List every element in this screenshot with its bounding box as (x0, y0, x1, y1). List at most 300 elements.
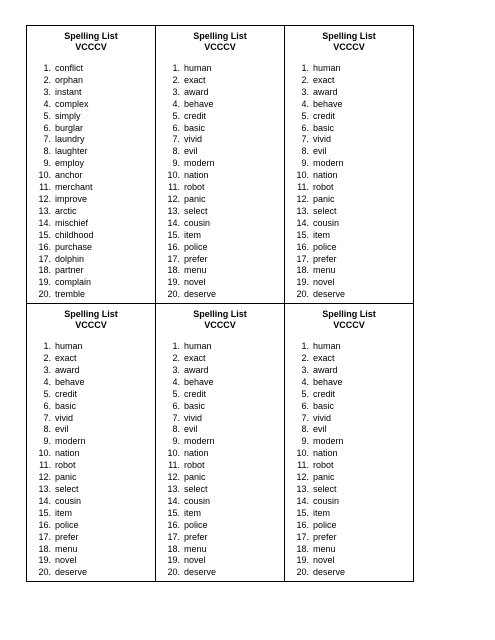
item-number: 13. (296, 484, 309, 494)
list-item (160, 242, 284, 254)
item-word: menu (313, 265, 336, 276)
list-item (289, 99, 413, 111)
item-word: prefer (55, 531, 79, 542)
card-title: Spelling List (64, 31, 118, 41)
item-number: 5. (301, 110, 309, 121)
list-item (160, 389, 284, 401)
item-word: menu (313, 543, 336, 554)
list-item (289, 365, 413, 377)
item-number: 16. (38, 519, 51, 530)
item-word: item (313, 507, 331, 518)
item-number: 19. (38, 555, 51, 566)
item-word: cousin (55, 495, 82, 506)
item-number: 18. (296, 265, 309, 276)
list-item (289, 424, 413, 436)
item-number: 6. (43, 400, 51, 411)
list-item (31, 508, 155, 520)
item-word: instant (55, 86, 82, 97)
item-number: 2. (43, 74, 51, 85)
list-item (289, 341, 413, 353)
item-number: 14. (167, 495, 180, 506)
item-number: 5. (172, 110, 180, 121)
list-item (289, 555, 413, 567)
item-number: 18. (296, 543, 309, 554)
item-word: robot (313, 460, 334, 471)
item-word: behave (184, 98, 214, 109)
item-word: human (313, 63, 341, 73)
item-number: 15. (296, 229, 309, 240)
item-number: 18. (38, 265, 51, 276)
list-item (289, 158, 413, 170)
item-word: novel (313, 555, 335, 566)
item-word: anchor (55, 170, 83, 181)
item-number: 1. (43, 63, 51, 73)
item-word: mischief (55, 217, 89, 228)
item-number: 6. (43, 122, 51, 133)
item-word: panic (55, 472, 77, 483)
item-word: merchant (55, 182, 93, 193)
item-word: vivid (184, 412, 203, 423)
word-list (285, 341, 413, 579)
list-item (289, 265, 413, 277)
item-word: improve (55, 193, 88, 204)
list-item (289, 289, 413, 301)
item-word: select (184, 205, 208, 216)
item-word: novel (184, 555, 206, 566)
list-item (160, 170, 284, 182)
item-word: exact (313, 353, 335, 364)
item-number: 4. (301, 98, 309, 109)
spelling-list-card (27, 26, 156, 304)
list-item (31, 448, 155, 460)
card-row (27, 26, 414, 304)
list-item (31, 555, 155, 567)
item-number: 13. (167, 484, 180, 494)
item-number: 10. (296, 448, 309, 459)
list-item (160, 99, 284, 111)
item-number: 17. (38, 253, 51, 264)
list-item (31, 134, 155, 146)
list-item (289, 532, 413, 544)
card-subtitle: VCCCV (333, 320, 365, 331)
item-number: 5. (301, 388, 309, 399)
word-list (285, 63, 413, 301)
item-word: modern (184, 158, 215, 169)
item-number: 15. (167, 507, 180, 518)
item-word: robot (184, 460, 205, 471)
list-item (289, 460, 413, 472)
item-number: 1. (301, 63, 309, 73)
item-word: nation (55, 448, 80, 459)
item-word: award (184, 86, 209, 97)
item-number: 11. (39, 182, 51, 193)
list-item (289, 567, 413, 579)
list-item (160, 401, 284, 413)
item-number: 20. (296, 567, 309, 578)
list-item (160, 230, 284, 242)
item-word: human (313, 341, 341, 352)
item-word: select (184, 484, 208, 494)
list-item (160, 63, 284, 75)
item-number: 5. (172, 388, 180, 399)
list-item (31, 254, 155, 266)
list-item (289, 401, 413, 413)
card-subtitle: VCCCV (75, 320, 107, 331)
item-word: deserve (313, 567, 346, 578)
item-number: 15. (296, 507, 309, 518)
item-word: nation (184, 448, 209, 459)
list-item (160, 75, 284, 87)
item-number: 4. (43, 376, 51, 387)
item-number: 13. (38, 484, 51, 494)
list-item (31, 158, 155, 170)
item-number: 16. (38, 241, 51, 252)
item-number: 14. (167, 217, 180, 228)
spelling-list-table (26, 25, 414, 582)
item-word: credit (313, 388, 336, 399)
list-item (160, 158, 284, 170)
item-word: robot (313, 182, 334, 193)
item-number: 3. (43, 86, 51, 97)
list-item (31, 496, 155, 508)
item-number: 8. (301, 146, 309, 157)
item-word: item (55, 507, 73, 518)
item-number: 4. (301, 376, 309, 387)
spelling-list-card (156, 26, 285, 304)
item-number: 5. (43, 388, 51, 399)
item-word: dolphin (55, 253, 85, 264)
item-word: tremble (55, 289, 86, 300)
item-number: 8. (301, 424, 309, 435)
item-word: prefer (184, 253, 208, 264)
card-subtitle: VCCCV (333, 42, 365, 52)
item-word: cousin (184, 495, 211, 506)
item-word: cousin (313, 495, 340, 506)
list-item (289, 472, 413, 484)
word-list (156, 63, 284, 301)
item-word: deserve (184, 289, 217, 300)
item-number: 16. (167, 519, 180, 530)
item-word: conflict (55, 63, 84, 73)
list-item (31, 206, 155, 218)
item-number: 20. (296, 289, 309, 300)
list-item (31, 532, 155, 544)
item-word: novel (313, 277, 335, 288)
item-number: 18. (167, 265, 180, 276)
item-word: behave (184, 376, 214, 387)
list-item (31, 182, 155, 194)
item-number: 7. (301, 412, 309, 423)
list-item (289, 111, 413, 123)
list-item (160, 277, 284, 289)
item-number: 9. (43, 436, 51, 447)
list-item (31, 484, 155, 496)
item-word: modern (184, 436, 215, 447)
item-word: exact (184, 353, 206, 364)
item-word: vivid (184, 134, 203, 145)
item-word: prefer (313, 253, 337, 264)
item-number: 6. (301, 122, 309, 133)
list-item (31, 401, 155, 413)
list-item (31, 341, 155, 353)
item-word: evil (184, 146, 198, 157)
item-word: credit (184, 110, 207, 121)
spelling-list-card (285, 304, 414, 582)
card-row (27, 304, 414, 582)
item-word: nation (313, 448, 338, 459)
item-number: 10. (38, 448, 51, 459)
list-item (31, 265, 155, 277)
item-word: behave (313, 98, 343, 109)
item-number: 2. (172, 74, 180, 85)
item-number: 10. (296, 170, 309, 181)
card-title: Spelling List (64, 309, 118, 320)
list-item (160, 532, 284, 544)
list-item (289, 87, 413, 99)
item-word: item (184, 507, 202, 518)
item-number: 19. (38, 277, 51, 288)
list-item (31, 377, 155, 389)
list-item (160, 353, 284, 365)
list-item (289, 377, 413, 389)
card-title: Spelling List (193, 309, 247, 320)
list-item (289, 484, 413, 496)
list-item (289, 544, 413, 556)
list-item (160, 448, 284, 460)
list-item (160, 111, 284, 123)
item-word: complain (55, 277, 92, 288)
spelling-list-grid (26, 25, 412, 582)
item-number: 1. (301, 341, 309, 352)
list-item (289, 75, 413, 87)
item-number: 4. (43, 98, 51, 109)
item-number: 11. (39, 460, 51, 471)
item-word: behave (55, 376, 85, 387)
item-number: 9. (43, 158, 51, 169)
item-number: 16. (167, 241, 180, 252)
list-item (160, 87, 284, 99)
item-number: 8. (172, 146, 180, 157)
item-word: award (313, 364, 338, 375)
list-item (160, 182, 284, 194)
list-item (31, 146, 155, 158)
item-number: 17. (296, 253, 309, 264)
item-number: 19. (296, 555, 309, 566)
item-number: 3. (172, 86, 180, 97)
item-word: modern (55, 436, 86, 447)
item-word: basic (184, 122, 206, 133)
item-number: 10. (167, 170, 180, 181)
list-item (289, 146, 413, 158)
item-word: childhood (55, 229, 94, 240)
item-word: credit (313, 110, 336, 121)
item-word: panic (184, 472, 206, 483)
item-word: panic (184, 193, 206, 204)
list-item (160, 460, 284, 472)
list-item (160, 194, 284, 206)
word-list (27, 341, 155, 579)
item-number: 17. (167, 531, 180, 542)
item-number: 7. (301, 134, 309, 145)
item-word: menu (55, 543, 78, 554)
list-item (31, 289, 155, 301)
list-item (160, 254, 284, 266)
item-word: cousin (313, 217, 340, 228)
item-word: purchase (55, 241, 93, 252)
item-word: police (55, 519, 79, 530)
list-item (31, 75, 155, 87)
word-list (27, 63, 155, 301)
item-word: basic (55, 400, 77, 411)
list-item (289, 436, 413, 448)
item-word: credit (55, 388, 78, 399)
spelling-list-card (27, 304, 156, 582)
item-number: 7. (43, 134, 51, 145)
item-number: 4. (172, 98, 180, 109)
list-item (289, 413, 413, 425)
item-number: 11. (297, 182, 309, 193)
item-word: simply (55, 110, 81, 121)
list-item (289, 123, 413, 135)
word-list (156, 341, 284, 579)
list-item (31, 413, 155, 425)
item-word: menu (184, 543, 207, 554)
item-word: complex (55, 98, 89, 109)
list-item (31, 87, 155, 99)
item-number: 11. (168, 460, 180, 471)
item-number: 17. (296, 531, 309, 542)
list-item (31, 436, 155, 448)
list-item (31, 170, 155, 182)
spelling-list-card (285, 26, 414, 304)
list-item (160, 424, 284, 436)
item-word: novel (55, 555, 77, 566)
list-item (160, 123, 284, 135)
list-item (31, 353, 155, 365)
list-item (160, 218, 284, 230)
item-number: 1. (172, 63, 180, 73)
item-word: panic (313, 193, 335, 204)
item-number: 16. (296, 241, 309, 252)
item-word: deserve (55, 567, 88, 578)
list-item (31, 230, 155, 242)
item-word: basic (313, 400, 335, 411)
list-item (31, 277, 155, 289)
item-number: 19. (167, 555, 180, 566)
list-item (160, 134, 284, 146)
list-item (31, 111, 155, 123)
item-number: 13. (296, 205, 309, 216)
list-item (289, 63, 413, 75)
list-item (160, 567, 284, 579)
item-number: 6. (172, 400, 180, 411)
list-item (289, 230, 413, 242)
item-word: novel (184, 277, 206, 288)
item-number: 1. (172, 341, 180, 352)
item-number: 14. (296, 217, 309, 228)
item-number: 13. (38, 205, 51, 216)
item-number: 19. (167, 277, 180, 288)
item-word: human (55, 341, 83, 352)
list-item (160, 472, 284, 484)
item-number: 7. (43, 412, 51, 423)
list-item (160, 377, 284, 389)
item-word: prefer (313, 531, 337, 542)
item-word: cousin (184, 217, 211, 228)
item-number: 14. (296, 495, 309, 506)
item-word: nation (184, 170, 209, 181)
card-title: Spelling List (193, 31, 247, 41)
item-word: deserve (313, 289, 346, 300)
item-word: select (313, 205, 337, 216)
list-item (160, 341, 284, 353)
item-word: modern (313, 436, 344, 447)
list-item (31, 63, 155, 75)
item-number: 3. (301, 364, 309, 375)
list-item (289, 242, 413, 254)
item-number: 9. (172, 436, 180, 447)
item-word: award (184, 364, 209, 375)
item-word: item (313, 229, 331, 240)
list-item (160, 265, 284, 277)
list-item (160, 436, 284, 448)
item-number: 10. (38, 170, 51, 181)
list-item (289, 496, 413, 508)
item-word: basic (184, 400, 206, 411)
item-number: 6. (172, 122, 180, 133)
item-number: 10. (167, 448, 180, 459)
list-item (31, 424, 155, 436)
item-number: 2. (43, 353, 51, 364)
item-word: burglar (55, 122, 84, 133)
list-item (289, 134, 413, 146)
item-number: 13. (167, 205, 180, 216)
list-item (160, 496, 284, 508)
item-word: orphan (55, 74, 84, 85)
item-number: 8. (43, 424, 51, 435)
list-item (31, 99, 155, 111)
list-item (31, 194, 155, 206)
item-word: modern (313, 158, 344, 169)
item-word: exact (184, 74, 206, 85)
item-word: nation (313, 170, 338, 181)
item-word: award (313, 86, 338, 97)
list-item (160, 544, 284, 556)
item-number: 2. (301, 353, 309, 364)
item-word: human (184, 63, 212, 73)
item-word: select (313, 484, 337, 494)
item-word: credit (184, 388, 207, 399)
item-word: exact (313, 74, 335, 85)
item-word: vivid (313, 412, 332, 423)
item-word: police (313, 519, 337, 530)
item-word: evil (184, 424, 198, 435)
item-word: evil (313, 424, 327, 435)
item-number: 18. (38, 543, 51, 554)
card-subtitle: VCCCV (204, 320, 236, 331)
item-word: partner (55, 265, 84, 276)
item-number: 17. (167, 253, 180, 264)
list-item (289, 182, 413, 194)
item-number: 12. (167, 472, 180, 483)
list-item (31, 567, 155, 579)
item-number: 3. (43, 364, 51, 375)
item-number: 9. (301, 158, 309, 169)
item-number: 17. (38, 531, 51, 542)
list-item (289, 206, 413, 218)
list-item (289, 254, 413, 266)
item-number: 12. (296, 472, 309, 483)
